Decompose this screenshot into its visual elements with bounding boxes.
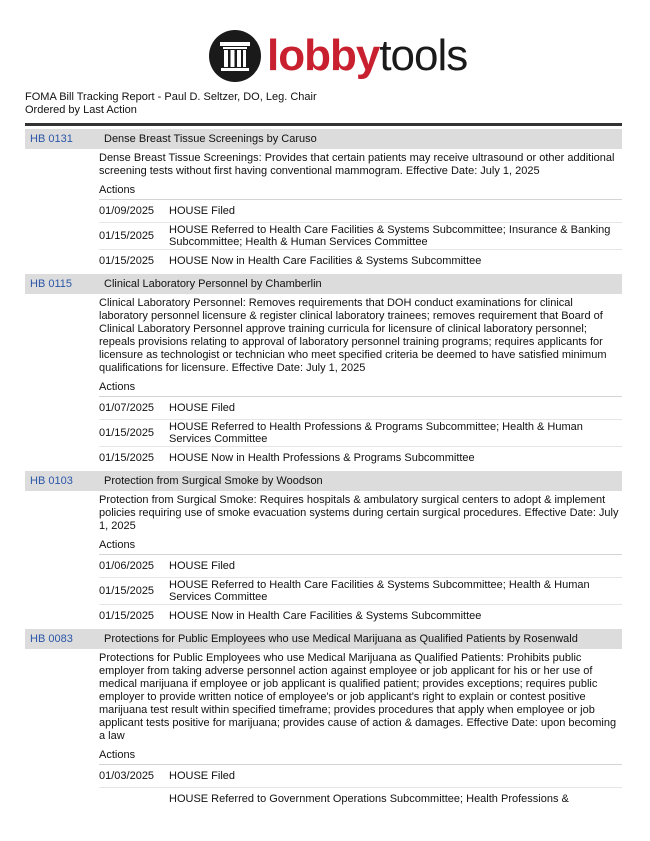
action-text: HOUSE Now in Health Professions & Programs Subcommittee	[169, 452, 475, 464]
report-title: FOMA Bill Tracking Report - Paul D. Seltzer, DO, Leg. Chair	[25, 91, 317, 103]
action-row	[99, 223, 622, 250]
action-text: HOUSE Now in Health Care Facilities & Systems Subcommittee	[169, 610, 482, 622]
action-text: HOUSE Referred to Government Operations Subcommittee; Health Professions &	[169, 793, 569, 805]
action-date: 01/15/2025	[99, 585, 155, 597]
action-date: 01/03/2025	[99, 770, 155, 782]
action-row	[99, 788, 622, 810]
action-date: 01/15/2025	[99, 427, 155, 439]
bill-description: Protections for Public Employees who use Medical Marijuana as Qualified Patients: Prohibits public employer from taking adverse personnel action against employee or job applicant for his or her use of medical marijuana if employee or job applicant is qualified patient; provides exceptions; requires public employer to provide written notice of employee's or job applicant's right to explain or contest positive marijuana test result within specified timeframe; provides procedures that apply when employee or job applicant tests positive for marijuana; provides cause of action & damages. Effective Date: upon becoming a law	[99, 652, 617, 742]
bill-body	[99, 294, 622, 469]
bill-title: Protection from Surgical Smoke by Woodson	[104, 475, 323, 487]
report-header	[25, 91, 317, 117]
action-row	[99, 200, 622, 223]
action-row	[99, 420, 622, 447]
bill-body	[99, 149, 622, 272]
action-text: HOUSE Filed	[169, 205, 236, 217]
action-text: HOUSE Referred to Health Care Facilities & Systems Subcommittee; Health & Human Services Committee	[169, 579, 590, 603]
action-text: HOUSE Filed	[169, 560, 236, 572]
action-row	[99, 397, 622, 420]
action-date: 01/07/2025	[99, 402, 155, 414]
bill-header	[25, 129, 622, 149]
action-row	[99, 250, 622, 272]
bill-hb0103	[25, 471, 622, 627]
bill-body	[99, 649, 622, 810]
action-date: 01/15/2025	[99, 230, 155, 242]
action-text: HOUSE Referred to Health Care Facilities & Systems Subcommittee; Insurance & Banking Subcommittee; Health & Human Services Committee	[169, 224, 611, 248]
actions-heading: Actions	[99, 743, 622, 765]
bill-id-link[interactable]: HB 0115	[30, 278, 72, 290]
bill-title: Protections for Public Employees who use Medical Marijuana as Qualified Patients by Rosenwald	[104, 633, 578, 645]
action-row	[99, 765, 622, 788]
action-date: 01/15/2025	[99, 610, 155, 622]
action-date: 01/15/2025	[99, 255, 155, 267]
capitol-column-icon	[208, 29, 262, 83]
report-subtitle: Ordered by Last Action	[25, 104, 137, 116]
action-text: HOUSE Filed	[169, 770, 236, 782]
actions-heading: Actions	[99, 375, 622, 397]
logo-lobby-text: lobby	[267, 31, 380, 80]
actions-heading: Actions	[99, 533, 622, 555]
action-date: 01/06/2025	[99, 560, 155, 572]
bill-title: Dense Breast Tissue Screenings by Caruso	[104, 133, 317, 145]
lobbytools-logo	[208, 28, 467, 84]
bill-body	[99, 491, 622, 627]
action-row	[99, 447, 622, 469]
bill-description: Dense Breast Tissue Screenings: Provides that certain patients may receive ultrasound or other additional screening tests without first having conventional mammogram. Effective Date: July 1, 2025	[99, 152, 615, 177]
bill-description: Protection from Surgical Smoke: Requires hospitals & ambulatory surgical centers to adopt & implement policies requiring use of smoke evacuation systems during certain surgical procedures. Effective Date: July 1, 2025	[99, 494, 619, 532]
bill-hb0115	[25, 274, 622, 469]
bill-list	[25, 127, 622, 810]
bill-id-link[interactable]: HB 0083	[30, 633, 73, 645]
action-row	[99, 605, 622, 627]
bill-id-link[interactable]: HB 0103	[30, 475, 73, 487]
action-date: 01/15/2025	[99, 452, 155, 464]
bill-header	[25, 274, 622, 294]
bill-hb0083	[25, 629, 622, 810]
action-text: HOUSE Filed	[169, 402, 236, 414]
header-divider	[25, 123, 622, 126]
logo-tools-text: tools	[379, 31, 468, 80]
bill-header	[25, 629, 622, 649]
bill-description: Clinical Laboratory Personnel: Removes requirements that DOH conduct examinations for clinical laboratory personnel licensure & register clinical laboratory trainees; removes requirement that Board of Clinical Laboratory Personnel approve training curricula for licensure of clinical laboratory personnel; repeals provisions relating to approval of laboratory personnel training programs; requires applicants for licensure as technologist or technician who meet specified criteria be deemed to have satisfied minimum qualifications for licensure. Effective Date: July 1, 2025	[99, 297, 607, 374]
actions-heading: Actions	[99, 178, 622, 200]
action-row	[99, 555, 622, 578]
bill-header	[25, 471, 622, 491]
action-row	[99, 578, 622, 605]
action-text: HOUSE Referred to Health Professions & Programs Subcommittee; Health & Human Services Committee	[169, 421, 583, 445]
action-date: 01/09/2025	[99, 205, 155, 217]
bill-title: Clinical Laboratory Personnel by Chamberlin	[104, 278, 322, 290]
bill-hb0131	[25, 129, 622, 272]
bill-id-link[interactable]: HB 0131	[30, 133, 73, 145]
action-text: HOUSE Now in Health Care Facilities & Systems Subcommittee	[169, 255, 482, 267]
